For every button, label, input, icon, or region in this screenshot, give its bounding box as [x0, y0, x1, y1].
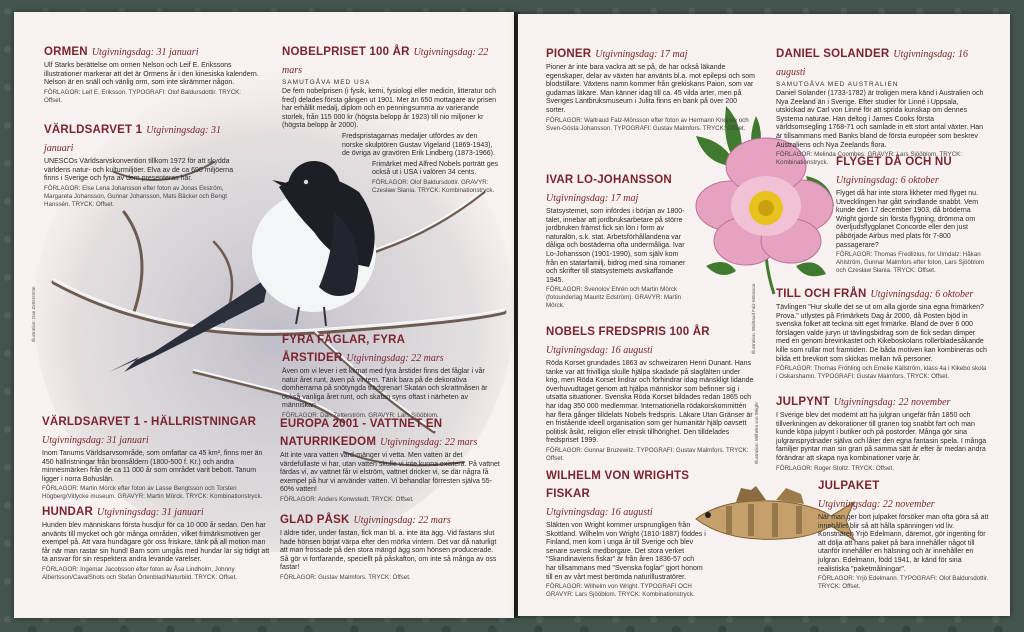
section-title: DANIEL SOLANDER: [776, 48, 890, 60]
section-credit: FÖRLAGOR: Ingemar Jacobsson efter foton av Åsa Lindholm, Johnny Albertsson/CavalShots och Stefan Örtenblad/Naturbild. TRYCK: Offset.: [42, 565, 238, 581]
section-subtitle: SAMUTGÅVA MED USA: [282, 79, 371, 86]
section-body: När man ger bort julpaket försöker man ofta göra så att innehållet blir så att hålla spänningen vid liv. Konstnären Yrjö Edelmann, däremot, gör ingenting för att dölja att hans paket på bara innehåller något till utanför innehåller en hälsning och är innehåller en julgran. Edelmann, född 1941, är känd för sina realistiska "paketmålningar".: [818, 514, 989, 573]
section-credit: FÖRLAGOR: Thomas Fröhling och Emelie Källström, klass 4a i Kikebo skola i Oskarshamn. TYPOGRAFI: Gustav Malmfors. TRYCK: Offset.: [776, 365, 987, 381]
section-body: De fem nobelprisen (i fysik, kemi, fysiologi eller medicin, litteratur och fred) delades första gången ut 1901. Mer än 650 mottagare av prisen har erhållit medalj, diplom och en penningsumma av varierande storlek, från 115 000 kr (högsta belopp år 1923) till nio miljoner kr (högsta belopp år 2000).: [282, 88, 497, 130]
section-credit: FÖRLAGOR: Thomas Fredlizius, for Ulmdalz: Håkan Ahlström, Gunnar Malmfors efter foton, Lars Sjööblom och Czesław Słania. TRYCK: Offset.: [836, 251, 985, 275]
section-credit: FÖRLAGOR: Olof Baldursdottir. GRAVYR: Czesław Słania. TRYCK: Kombinationstryck.: [372, 178, 495, 194]
section-credit: FÖRLAGOR: Else Lena Johansson efter foton av Jonas Ekström, Margareta Johansson, Gunnar Johansson, Mats Bäcker och Bengt Hanssén. TRYCK: Offset.: [44, 184, 227, 208]
section-ormen: [44, 42, 259, 105]
section-body: Släkten von Wright kommer ursprungligen från Skottland. Wilhelm von Wright (1810-1887) föddes i Finland, men kom i unga år till Sverige och blev senare svensk medborgare. Det stora verket "Skandinaviens fiskar" är från åren 1836-57 och har tillsammans med "Svenska foglar" gjort honom till en av vårt mest berömda naturillustratörer.: [546, 522, 706, 581]
section-date: Utgivningsdag: 22 mars: [380, 437, 478, 448]
section-date: Utgivningsdag: 16 augusti: [546, 345, 653, 356]
section-credit: FÖRLAGOR: Gunnar Bruzewitz. TYPOGRAFI: Gustav Malmfors. TRYCK: Offset.: [546, 446, 749, 462]
section-body: Hunden blev människans första husdjur för ca 10 000 år sedan. Den har använts till mycket och gör många områden, vilket frimärksmotiven ger exempel på. Att vara hundägare gör oss friskare, tänk på all motion man får när man rastar sin hund! Barn som umgås med hundar lär sig tidigt att ta ansvar för sin respektera andra levande varelser.: [42, 522, 270, 564]
section-title: PIONER: [546, 48, 592, 60]
section-title: GLAD PÅSK: [280, 514, 350, 526]
section-credit: FÖRLAGOR: Wilhelm von Wright. TYPOGRAFI OCH GRAVYR: Lars Sjööblom. TRYCK: Kombinationstryck.: [546, 583, 695, 599]
section-title: FYRA FÅGLAR, FYRA ÅRSTIDER: [282, 334, 405, 364]
section-date: Utgivningsdag: 31 januari: [44, 125, 221, 154]
right-page: [518, 14, 1010, 616]
section-body: UNESCOs Världsarvskonvention tillkom 1972 för att skydda världens natur- och kulturmiljöer. Elva av de ca 690 miljöerna finns i Sverige och fyra av dem presenteras här.: [44, 158, 234, 183]
section-title: VÄRLDSARVET 1 - HÄLLRISTNINGAR: [42, 416, 257, 428]
section-credit: FÖRLAGOR: Melinda Coombes. GRAVYR: Lars Sjööblom. TRYCK: Kombinationstryck.: [776, 151, 963, 167]
section-title: IVAR LO-JOHANSSON: [546, 174, 672, 186]
section-title: FLYGET DÅ OCH NU: [836, 156, 952, 168]
section-body: Daniel Solander (1733-1782) är troligen mera känd i Australien och Nya Zeeland än i Sverige. Efter studier för Linné i Uppsala, utskickad av Carl von Linné för att sprida kunskap om dennes Systema naturae. Han deltog i James Cooks första världsomsegling 1768-71 och samlade in ett stort antal växter. Han är tillsammans med Banks bland de första européer som beskrev Australiens och Nya Zeelands flora.: [776, 90, 984, 149]
section-till-och-fran: [776, 284, 988, 381]
section-credit: FÖRLAGOR: Waltraud Falz-Mönsson efter foton av Hermann Knopke och Sven-Gösta Johansson. TYPOGRAFI: Gustav Malmfors. TRYCK: Offset.: [546, 116, 749, 132]
section-body-2: Fredspristagarnas medaljer utfördes av den norske skulptören Gustav Vigeland (1869-1943), de övriga av gravören Erik Lindberg (1873-1966).: [342, 132, 495, 158]
section-europa: [280, 411, 502, 504]
section-credit: FÖRLAGOR: Roger Stoltz. TRYCK: Offset.: [776, 464, 894, 472]
section-wilhelm: [546, 466, 706, 599]
section-body: Flyget då har inte stora likheter med flyget nu. Utvecklingen har gått svindlande snabbt. Vem kunde den 17 december 1903, då bröderna Wright gjorde sin första flygning, drömma om överljudsflygplanet Concorde eller den just påbörjade Airbus med plats för 7-800 passagerare?: [836, 190, 979, 249]
section-title: TILL OCH FRÅN: [776, 288, 867, 300]
section-flyget: [836, 152, 988, 275]
section-credit: FÖRLAGOR: Gustav Malmfors. TRYCK: Offset.: [280, 573, 411, 581]
section-julpaket: [818, 476, 990, 591]
section-date: Utgivningsdag: 6 oktober: [836, 175, 939, 186]
section-varldsarvet-1: [44, 120, 239, 209]
section-body: Inom Tanums Världsarvsområde, som omfattar ca 45 km², finns mer än 450 hällristningar från bronsåldern (1800-500 f. Kr.) och andra minnesmärken från de ca 11 000 år som området varit bebott. Tanum ligger i norra Bohuslän.: [42, 450, 263, 483]
section-title: WILHELM VON WRIGHTS FISKAR: [546, 470, 690, 500]
section-nobelpriset: [282, 42, 500, 195]
section-body: Även om vi lever i ett klimat med fyra årstider finns det fåglar i vår natur året runt, även på vintern. Tänk bara på de dekorativa domherrarna på snötyngda trädgrenar! Skatan och skrattmåsen är också vanliga året runt, och skatan syns oftast i närheten av människan.: [282, 368, 488, 410]
section-julpynt: [776, 392, 988, 473]
section-date: Utgivningsdag: 17 maj: [546, 193, 639, 204]
section-title: NOBELS FREDSPRIS 100 ÅR: [546, 326, 710, 338]
section-body: Att inte vara vatten värd-mänger vi vetta. Men vatten är det värdefullaste vi har, utan vatten skulle vi inte kunna existera. På vattnet färdas vi, av vattnet får vi elström, vattnet dricker vi, se där några få exempel på hur vi använder vatten. Vi behandlar förresten själva 55-60% vatten!: [280, 452, 500, 494]
section-title: VÄRLDSARVET 1: [44, 124, 143, 136]
section-fyra-faglar: [282, 330, 500, 420]
section-glad-pask: [280, 510, 502, 582]
section-body: Tävlingen "Hur skulle det se ut om alla gjorde sina egna frimärken? Prova." utlystes på Frimärkets Dag år 2000, då Posten bjöd in svenska folket att teckna sitt eget frimärke. Bland de över 6 000 förslagen valde juryn ut tävlingsbidrag som de fick sedan dimper med en genom brevinkastet och Kikeboskolans rollerbladesåkande kille som rullar mot framtiden. De båda motiven kan kombineras och bilda ett brevkort som skickas mellan två personer.: [776, 304, 987, 363]
section-body: I Sverige blev det modernt att ha julgran ungefär från 1850 och tillverkningen av dekorationer till granen tog snabbt fart och man kunde köpa julpynt i butiker och på postorder. Många gör sina julgransprydnader själva och låter den egna fantasin spela. I många familjer pyntar man sin gran på samma sätt år efter år medan andra förändrar att skapa nya kombinationer varje år.: [776, 412, 987, 462]
section-body: I äldre tider, under fastan, fick man bl. a. inte äta ägg. Vid fastans slut hade hönsen börjat värpa efter den mörka vintern. Det var då naturligt att man frossade på den stora mängd ägg som hönsen producerade. Så gör vi fortfarande, speciellt på påskafton, om inte så många av oss fastar!: [280, 530, 497, 572]
section-subtitle: SAMUTGÅVA MED AUSTRALIEN: [776, 81, 899, 88]
illustration-credit: Illustration: Dan Zetterström: [31, 286, 36, 342]
section-title: ORMEN: [44, 46, 88, 58]
section-body: Ulf Starks berättelse om ormen Nelson och Leif E. Erikssons illustrationer markerar att det är Ormens år i den kinesiska kalendern. Nelson är en snäll och vänlig orm, som inte skrämmer någon.: [44, 62, 259, 87]
section-nobels-fredspris: [546, 322, 754, 463]
section-date: Utgivningsdag: 22 mars: [282, 47, 489, 76]
section-daniel-solander: [776, 44, 986, 167]
section-body: Röda Korset grundades 1863 av schweizaren Henri Dunant. Hans tanke var att frivilliga skulle hjälpa skadade på slagfälten under krig, men Röda Korset lindrar och förhindrar idag mänskligt lidande överhuvudtaget genom att hjälpa människor som befinner sig i utsatta situationer. Svenska Röda Korset bildades redan 1865 och har idag 350 000 medlemmar. Internationella rödakorskommittén har flera gånger tilldelats Nobels fredspris. Läkare Utan Gränser är en fristående ideell organisation som ger humanitär hjälp oavsett politisk åsikt, religion eller etnisk tillhörighet. Den tilldelades fredspriset 1999.: [546, 360, 754, 445]
section-body: Pioner är inte bara vackra att se på, de har också läkande egenskaper, delar av växten har använts bl.a. mot epilepsi och som blodstillare. Växtens namn kommer från grekiskans Paion, som var gudarnas läkare. Man känner idag till ca. 45 vilda arter, men på Sveriges Lantbruksmuseum i Julita finns en bank på över 200 sorter.: [546, 64, 755, 114]
section-date: Utgivningsdag: 22 mars: [353, 515, 451, 526]
section-date: Utgivningsdag: 22 november: [818, 499, 935, 510]
section-date: Utgivningsdag: 16 augusti: [776, 49, 969, 78]
left-page: [14, 12, 514, 618]
section-credit: FÖRLAGOR: Svenolov Ehrén och Martin Mörck (fotounderlag Mauritz Edström). GRAVYR: Martin Mörck.: [546, 286, 682, 310]
section-credit: FÖRLAGOR: Anders Konwstedt. TRYCK: Offset.: [280, 495, 414, 503]
section-credit: FÖRLAGOR: Martin Mörck efter foton av Lasse Bengtsson och Torsten Högberg/Vitlycke museum. GRAVYR: Martin Mörck. TRYCK: Kombinationstryck.: [42, 485, 263, 501]
section-title: JULPYNT: [776, 396, 830, 408]
section-credit: FÖRLAGOR: Leif E. Eriksson. TYPOGRAFI: Olof Baldursdottir. TRYCK: Offset.: [44, 88, 242, 104]
section-date: Utgivningsdag: 31 januari: [91, 47, 199, 58]
section-hallristningar: [42, 412, 272, 501]
section-date: Utgivningsdag: 6 oktober: [870, 289, 974, 300]
section-title: JULPAKET: [818, 480, 880, 492]
section-date: Utgivningsdag: 17 maj: [595, 49, 688, 60]
section-date: Utgivningsdag: 16 augusti: [546, 507, 653, 518]
section-date: Utgivningsdag: 31 januari: [42, 435, 149, 446]
section-date: Utgivningsdag: 31 januari: [97, 507, 204, 518]
section-date: Utgivningsdag: 22 november: [833, 397, 951, 408]
section-body: Statsystemet, som infördes i början av 1800-talet, innebar att jordbruksarbetare på större jordbruken främst fick sin lön i form av naturalön, s.k. stat. Arbetsförhållandena var dåliga och bostäderna ofta undermåliga. Ivar Lo-Johansson (1901-1990), som själv kom från en statarfamilj, bidrog med sina romaner och skrifter till statsystemets avskaffande 1945.: [546, 208, 686, 284]
illustration-credit-fish: Illustration: Wilhelm von Wright: [754, 402, 759, 464]
section-hundar: [42, 502, 272, 582]
section-date: Utgivningsdag: 22 mars: [346, 353, 444, 364]
section-ivar: [546, 170, 686, 310]
section-credit: FÖRLAGOR: Dan Zetterström. GRAVYR: Lars Sjööblom.: [282, 411, 439, 419]
section-pioner: [546, 44, 756, 133]
section-title: NOBELPRISET 100 ÅR: [282, 46, 410, 58]
section-body-3: Frimärket med Alfred Nobels porträtt ges också ut i USA i valören 34 cents.: [372, 160, 499, 177]
section-credit: FÖRLAGOR: Yrjö Edelmann. TYPOGRAFI: Olof Baldursdottir. TRYCK: Offset.: [818, 575, 989, 591]
section-title: HUNDAR: [42, 506, 94, 518]
illustration-credit-flower: Illustration: Waltraud Falz-Mönsson: [751, 283, 756, 354]
section-title: EUROPA 2001 - VATTNET EN NATURRIKEDOM: [280, 418, 443, 448]
